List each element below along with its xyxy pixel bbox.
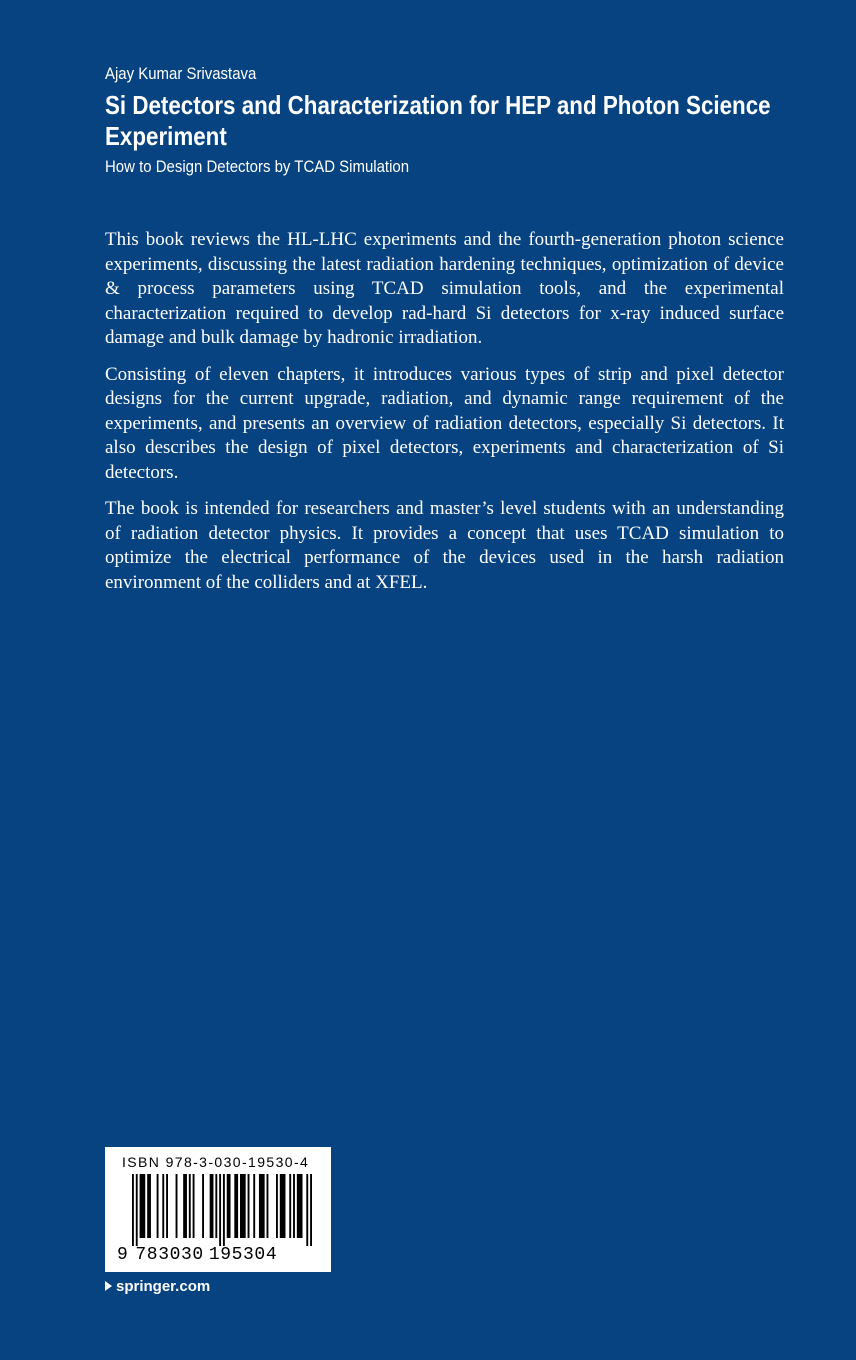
- barcode-bar: [259, 1174, 265, 1238]
- barcode-bar: [202, 1174, 204, 1238]
- barcode-bar: [293, 1174, 295, 1238]
- blurb-paragraph: Consisting of eleven chapters, it introduces various types of strip and pixel detector designs for the current upgrade, radiation, and dynamic range requirement of the experiments, and presents an overview of radiation detectors, especially Si detectors. It also describes the design of pixel detectors, experiments and characterization of Si detectors.: [105, 363, 784, 483]
- isbn-barcode: [105, 1147, 331, 1272]
- author-name: Ajay Kumar Srivastava: [105, 64, 257, 83]
- barcode-bar: [267, 1174, 269, 1238]
- barcode-bar: [157, 1174, 159, 1238]
- barcode-bar: [297, 1174, 303, 1238]
- barcode-bar: [136, 1174, 138, 1246]
- barcode-bar: [193, 1174, 195, 1238]
- barcode-bar: [306, 1174, 308, 1246]
- barcode-digit-first: 9: [117, 1245, 129, 1265]
- barcode-bar: [310, 1174, 312, 1246]
- barcode-bar: [240, 1174, 246, 1238]
- barcode-bar: [219, 1174, 221, 1246]
- barcode-bar: [132, 1174, 134, 1246]
- blurb-paragraph: This book reviews the HL-LHC experiments and the fourth-generation photon science experiments, discussing the latest radiation hardening techniques, optimization of device & process parameters using TCAD simulation tools, and the experimental characterization required to develop rad-hard Si detectors for x-ray induced surface damage and bulk damage by hadronic irradiation.: [105, 229, 784, 348]
- barcode-bar: [140, 1174, 146, 1238]
- barcode-bar: [147, 1174, 151, 1238]
- blurb: [105, 228, 784, 607]
- barcode-bar: [210, 1174, 214, 1238]
- publisher-link[interactable]: [105, 1278, 210, 1295]
- cover-header: [105, 62, 785, 179]
- triangle-right-icon: [105, 1281, 112, 1291]
- isbn-label: ISBN 978-3-030-19530-4: [122, 1154, 310, 1170]
- barcode-bar: [253, 1174, 255, 1238]
- barcode-digits-right: 195304: [208, 1245, 278, 1265]
- barcode-bar: [183, 1174, 187, 1238]
- barcode-bar: [189, 1174, 191, 1238]
- blurb-paragraph: The book is intended for researchers and master’s level students with an understanding of radiation detector physics. It provides a concept that uses TCAD simulation to optimize the electrical performance of the devices used in the harsh radiation environment of the colliders and at XFEL.: [105, 498, 784, 593]
- barcode-bar: [248, 1174, 250, 1238]
- barcode-bar: [280, 1174, 286, 1238]
- barcode-bar: [234, 1174, 238, 1238]
- barcode-bar: [166, 1174, 168, 1238]
- publisher-link-label: springer.com: [116, 1278, 211, 1295]
- barcode-bar: [227, 1174, 231, 1238]
- barcode-bar: [176, 1174, 178, 1238]
- barcode-digits-left: 783030: [135, 1245, 204, 1265]
- book-subtitle: How to Design Detectors by TCAD Simulation: [105, 157, 410, 176]
- barcode-bar: [215, 1174, 217, 1238]
- book-title: Si Detectors and Characterization for HEP and Photon Science Experiment: [105, 90, 771, 151]
- barcode-bar: [223, 1174, 225, 1246]
- barcode-digits: [117, 1245, 277, 1265]
- barcode-bars: [132, 1174, 312, 1246]
- barcode-bar: [162, 1174, 164, 1238]
- barcode-bar: [289, 1174, 291, 1238]
- barcode-bar: [276, 1174, 278, 1238]
